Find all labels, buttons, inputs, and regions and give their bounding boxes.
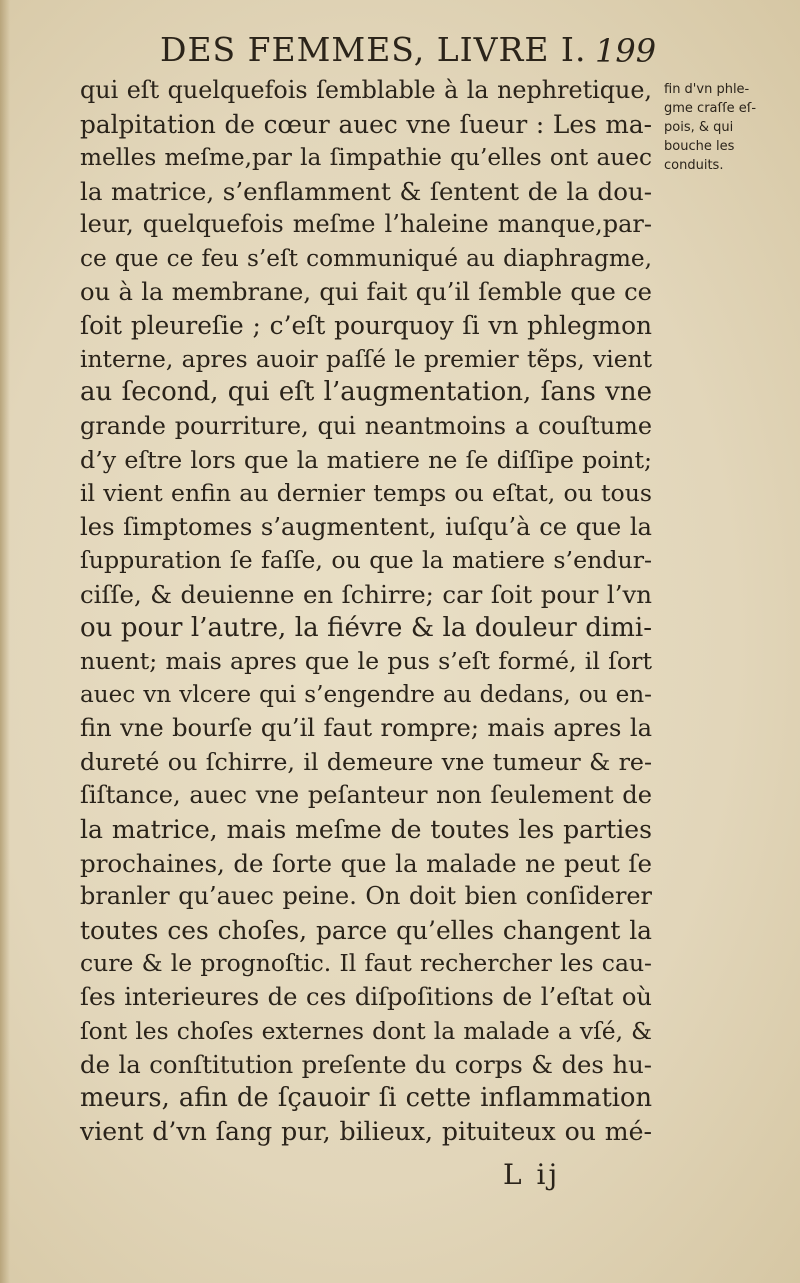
text-line: au ſecond, qui eſt l’augmentation, ſans vne (80, 377, 652, 408)
text-line: ſes interieures de ces diſpoſitions de l’eſtat où (80, 983, 652, 1012)
text-line: palpitation de cœur auec vne ſueur : Les ma- (80, 109, 652, 139)
text-line: interne, apres auoir paſſé le premier tẽps, vient (80, 344, 652, 373)
margin-note-line: conduits. (664, 158, 724, 173)
text-line: les ſimptomes s’augmentent, iuſqu’à ce que la (80, 512, 652, 541)
text-line: ou à la membrane, qui fait qu’il ſemble que ce (80, 277, 652, 306)
text-line: ſoit pleureſie ; c’eſt pourquoy ſi vn phlegmon (80, 311, 652, 341)
text-line: dureté ou ſchirre, il demeure vne tumeur & re- (80, 747, 652, 776)
margin-note-line: pois, & qui (664, 120, 734, 135)
body-text (80, 74, 652, 1149)
text-line: auec vn vlcere qui s’engendre au dedans, ou en- (80, 681, 652, 708)
text-line: ou pour l’autre, la fiévre & la douleur dimi- (80, 612, 652, 643)
text-line: la matrice, mais meſme de toutes les parties (80, 815, 652, 845)
text-line: il vient enfin au dernier temps ou eſtat, ou tous (80, 479, 652, 508)
margin-note-line: gme craſſe eſ- (664, 101, 757, 116)
page-header (0, 30, 800, 76)
text-line: ſiſtance, auec vne peſanteur non ſeulement de (80, 781, 652, 810)
text-line: ciſſe, & deuienne en ſchirre; car ſoit pour l’vn (80, 579, 652, 609)
text-line: qui eſt quelquefois ſemblable à la nephretique, (80, 76, 652, 104)
text-line: ce que ce feu s’eſt communiqué au diaphragme, (80, 244, 652, 272)
text-line: cure & le prognoſtic. Il faut rechercher les cau- (80, 949, 652, 978)
text-line: meurs, afin de ſçauoir ſi cette inflammation (80, 1082, 652, 1113)
page-edge-shadow (0, 0, 10, 1283)
text-line: de la conſtitution preſente du corps & des hu- (80, 1050, 652, 1080)
margin-note (664, 80, 792, 175)
running-title: DES FEMMES, LIVRE I. (160, 30, 587, 69)
text-line: leur, quelquefois meſme l’haleine manque,par- (80, 210, 652, 239)
text-line: nuent; mais apres que le pus s’eſt formé, il ſort (80, 647, 652, 676)
text-line: toutes ces choſes, parce qu’elles changent la (80, 915, 652, 945)
signature-mark: L ij (503, 1158, 561, 1191)
text-line: melles meſme,par la ſimpathie qu’elles ont auec (80, 144, 652, 172)
text-line: la matrice, s’enflamment & ſentent de la dou- (80, 176, 652, 206)
text-line: d’y eſtre lors que la matiere ne ſe diſſipe point; (80, 445, 652, 474)
text-line: prochaines, de ſorte que la malade ne peut ſe (80, 848, 652, 878)
text-line: fin vne bourſe qu’il faut rompre; mais apres la (80, 714, 652, 743)
text-line: branler qu’auec peine. On doit bien conſiderer (80, 882, 652, 911)
page-number: 199 (595, 32, 657, 70)
text-line: ſuppuration ſe faſſe, ou que la matiere s’endur- (80, 546, 652, 575)
margin-note-line: bouche les (664, 139, 735, 154)
margin-note-line: fin d'vn phle- (664, 82, 750, 97)
text-line: vient d’vn ſang pur, bilieux, pituiteux ou mé- (80, 1117, 652, 1147)
text-line: grande pourriture, qui neantmoins a couſtume (80, 411, 652, 440)
text-line: ſont les choſes externes dont la malade a vſé, & (80, 1016, 652, 1045)
